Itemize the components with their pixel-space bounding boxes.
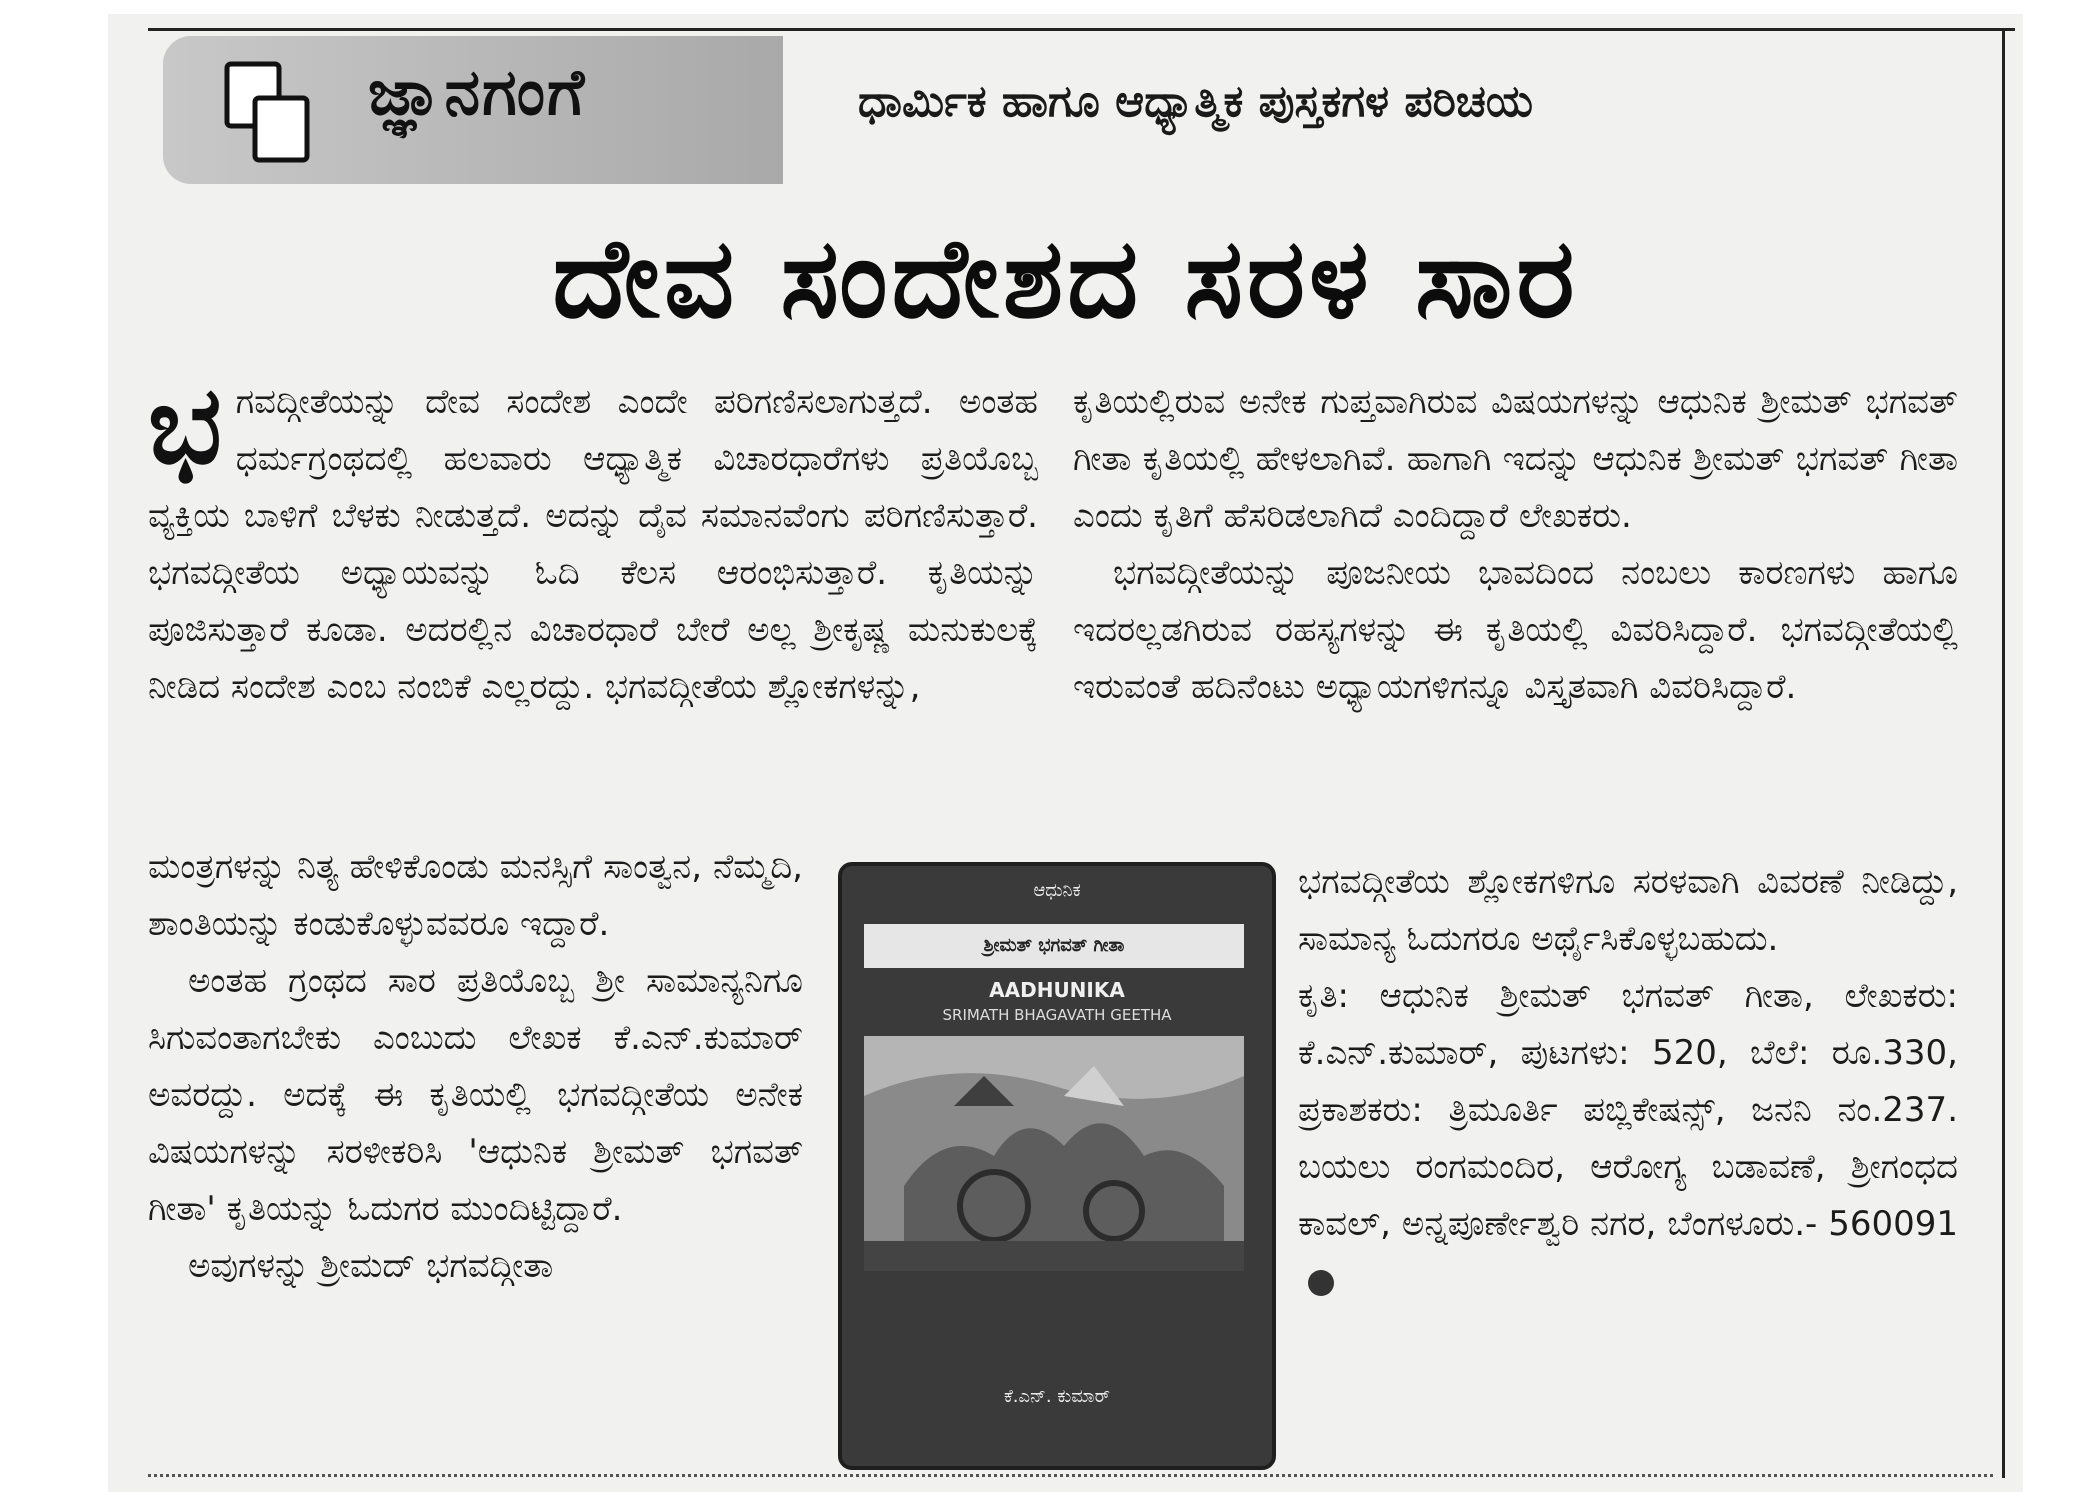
paragraph-author: ಅಂತಹ ಗ್ರಂಥದ ಸಾರ ಪ್ರತಿಯೊಬ್ಬ ಶ್ರೀ ಸಾಮಾನ್ಯನಿಗೂ ಸಿಗುವಂತಾಗಬೇಕು ಎಂಬುದು ಲೇಖಕ ಕೆ.ಎನ್.ಕುಮಾರ್ ಅವರದ್ದು. ಅದಕ್ಕೆ ಈ ಕೃತಿಯಲ್ಲಿ ಭಗವದ್ಗೀತೆಯ ಅನೇಕ ವಿಷಯಗಳನ್ನು ಸರಳೀಕರಿಸಿ 'ಆಧುನಿಕ ಶ್ರೀಮತ್ ಭಗವತ್ ಗೀತಾ' ಕೃತಿಯನ್ನು ಓದುಗರ ಮುಂದಿಟ್ಟಿದ್ದಾರೆ. bbox=[148, 961, 803, 1229]
headline: ದೇವ ಸಂದೇಶದ ಸರಳ ಸಾರ bbox=[552, 214, 1579, 342]
chariot-illustration bbox=[864, 1036, 1244, 1271]
book-details bbox=[1298, 968, 1958, 1310]
bottom-rule bbox=[148, 1474, 1993, 1477]
paragraph-right-2: ಭಗವದ್ಗೀತೆಯನ್ನು ಪೂಜನೀಯ ಭಾವದಿಂದ ನಂಬಲು ಕಾರಣಗಳು ಹಾಗೂ ಇದರಲ್ಲಡಗಿರುವ ರಹಸ್ಯಗಳನ್ನು ಈ ಕೃತಿಯಲ್ಲಿ ವಿವರಿಸಿದ್ದಾರೆ. ಭಗವದ್ಗೀತೆಯಲ್ಲಿ ಇರುವಂತೆ ಹದಿನೆಂಟು ಅಧ್ಯಾಯಗಳಿಗನ್ನೂ ವಿಸ್ತೃತವಾಗಿ ವಿವರಿಸಿದ್ದಾರೆ. bbox=[1073, 553, 1958, 707]
paragraph-intro-cont: ಮಂತ್ರಗಳನ್ನು ನಿತ್ಯ ಹೇಳಿಕೊಂಡು ಮನಸ್ಸಿಗೆ ಸಾಂತ್ವನ, ನೆಮ್ಮದಿ, ಶಾಂತಿಯನ್ನು ಕಂಡುಕೊಳ್ಳುವವರೂ ಇದ್ದಾರೆ. bbox=[148, 847, 803, 944]
section-name: ಜ್ಞಾನಗಂಗೆ bbox=[368, 56, 587, 130]
end-mark bbox=[1308, 1270, 1334, 1296]
cover-author: ಕೆ.ಎನ್. ಕುಮಾರ್ bbox=[1003, 1386, 1111, 1407]
cover-subtitle: AADHUNIKA bbox=[989, 978, 1125, 1002]
book-cover-image bbox=[838, 862, 1276, 1470]
section-banner bbox=[163, 36, 783, 184]
drop-cap: ಭ bbox=[148, 363, 222, 488]
cover-subtitle-2: SRIMATH BHAGAVATH GEETHA bbox=[942, 1006, 1172, 1024]
overlapping-pages-icon bbox=[221, 56, 311, 166]
column-right-bottom bbox=[1298, 854, 1958, 1310]
column-left-bottom bbox=[148, 839, 803, 1295]
paragraph-continues: ಅವುಗಳನ್ನು ಶ್ರೀಮದ್ ಭಗವದ್ಗೀತಾ bbox=[188, 1246, 554, 1286]
book-details-text: ಕೃತಿ: ಆಧುನಿಕ ಶ್ರೀಮತ್ ಭಗವತ್ ಗೀತಾ, ಲೇಖಕರು: ಕೆ.ಎನ್.ಕುಮಾರ್, ಪುಟಗಳು: 520, ಬೆಲೆ: ರೂ.330, ಪ್ರಕಾಶಕರು: ತ್ರಿಮೂರ್ತಿ ಪಬ್ಲಿಕೇಷನ್ಸ್, ಜನನಿ ನಂ.237. ಬಯಲು ರಂಗಮಂದಿರ, ಆರೋಗ್ಯ ಬಡಾವಣೆ, ಶ್ರೀಗಂಧದ ಕಾವಲ್, ಅನ್ನಪೂರ್ಣೇಶ್ವರಿ ನಗರ, ಬೆಂಗಳೂರು.- 560091 bbox=[1298, 976, 1958, 1244]
section-description: ಧಾರ್ಮಿಕ ಹಾಗೂ ಆಧ್ಯಾತ್ಮಿಕ ಪುಸ್ತಕಗಳ ಪರಿಚಯ bbox=[858, 76, 1533, 127]
top-rule bbox=[148, 28, 2015, 31]
column-left-top bbox=[148, 363, 1038, 716]
paragraph-right-1: ಕೃತಿಯಲ್ಲಿರುವ ಅನೇಕ ಗುಪ್ತವಾಗಿರುವ ವಿಷಯಗಳನ್ನು ಆಧುನಿಕ ಶ್ರೀಮತ್ ಭಗವತ್ ಗೀತಾ ಕೃತಿಯಲ್ಲಿ ಹೇಳಲಾಗಿವೆ. ಹಾಗಾಗಿ ಇದನ್ನು ಆಧುನಿಕ ಶ್ರೀಮತ್ ಭಗವತ್ ಗೀತಾ ಎಂದು ಕೃತಿಗೆ ಹೆಸರಿಡಲಾಗಿದೆ ಎಂದಿದ್ದಾರೆ ಲೇಖಕರು. bbox=[1073, 382, 1958, 536]
cover-top-text: ಆಧುನಿಕ bbox=[1033, 880, 1081, 901]
paragraph-right-2-cont: ಭಗವದ್ಗೀತೆಯ ಶ್ಲೋಕಗಳಿಗೂ ಸರಳವಾಗಿ ವಿವರಣೆ ನೀಡಿದ್ದು, ಸಾಮಾನ್ಯ ಓದುಗರೂ ಅರ್ಥೈಸಿಕೊಳ್ಳಬಹುದು. bbox=[1298, 862, 1958, 959]
paragraph-intro: ಗವದ್ಗೀತೆಯನ್ನು ದೇವ ಸಂದೇಶ ಎಂದೇ ಪರಿಗಣಿಸಲಾಗುತ್ತದೆ. ಅಂತಹ ಧರ್ಮಗ್ರಂಥದಲ್ಲಿ ಹಲವಾರು ಆಧ್ಯಾತ್ಮಿಕ ವಿಚಾರಧಾರೆಗಳು ಪ್ರತಿಯೊಬ್ಬ ವ್ಯಕ್ತಿಯ ಬಾಳಿಗೆ ಬೆಳಕು ನೀಡುತ್ತದೆ. ಅದನ್ನು ದೈವ ಸಮಾನವೆಂಗು ಪರಿಗಣಿಸುತ್ತಾರೆ. ಭಗವದ್ಗೀತೆಯ ಅಧ್ಯಾಯವನ್ನು ಓದಿ ಕೆಲಸ ಆರಂಭಿಸುತ್ತಾರೆ. ಕೃತಿಯನ್ನು ಪೂಜಿಸುತ್ತಾರೆ ಕೂಡಾ. ಅದರಲ್ಲಿನ ವಿಚಾರಧಾರೆ ಬೇರೆ ಅಲ್ಲ ಶ್ರೀಕೃಷ್ಣ ಮನುಕುಲಕ್ಕೆ ನೀಡಿದ ಸಂದೇಶ ಎಂಬ ನಂಬಿಕೆ ಎಲ್ಲರದ್ದು. ಭಗವದ್ಗೀತೆಯ ಶ್ಲೋಕಗಳನ್ನು, bbox=[148, 382, 1038, 707]
column-right-top bbox=[1073, 374, 1958, 716]
cover-title: ಶ್ರೀಮತ್ ಭಗವತ್ ಗೀತಾ bbox=[864, 924, 1244, 968]
newspaper-clipping bbox=[108, 14, 2023, 1492]
